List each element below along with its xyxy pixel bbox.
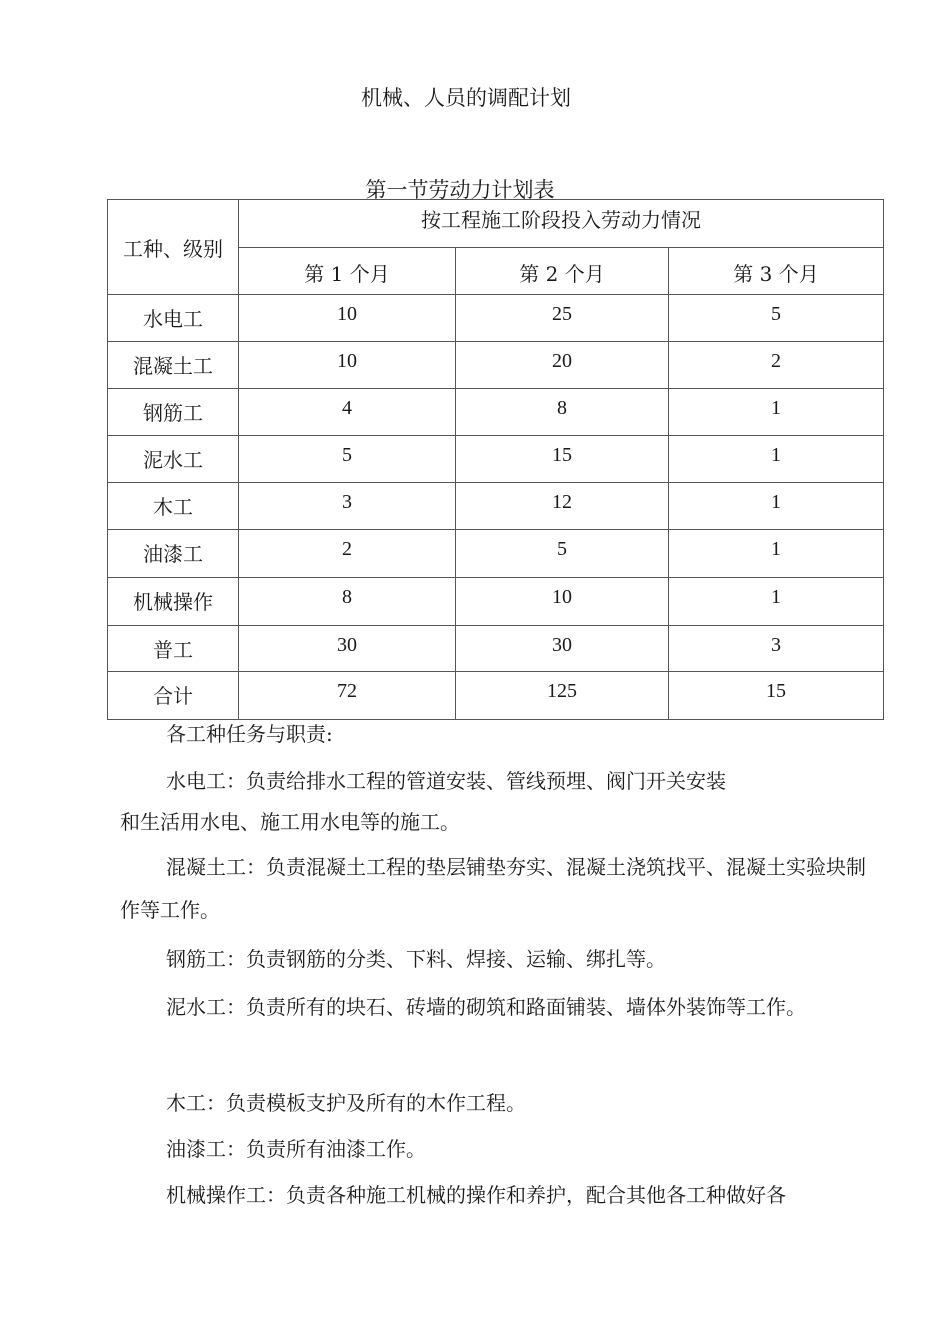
trade-cell [108, 530, 239, 578]
value-text: 8 [557, 397, 567, 419]
month-1-value [239, 436, 456, 483]
month-1-value [239, 530, 456, 578]
month-3-value [669, 578, 884, 626]
month-1-value [239, 483, 456, 530]
value-text: 8 [342, 586, 352, 608]
value-text: 25 [552, 303, 572, 325]
month-3-value [669, 295, 884, 342]
value-text: 1 [771, 444, 782, 466]
table-row [108, 342, 884, 389]
value-text: 2 [342, 538, 352, 560]
month-header-2-text: 第 2 个月 [519, 262, 605, 286]
duties-heading: 各工种任务与职责: [166, 722, 333, 746]
value-text: 1 [771, 586, 782, 608]
table-row [108, 389, 884, 436]
phase-group-header [239, 200, 884, 248]
value-text: 30 [337, 634, 357, 656]
month-header-3-text: 第 3 个月 [733, 262, 819, 286]
document-title: 机械、人员的调配计划 [361, 86, 571, 110]
value-text: 3 [771, 634, 782, 656]
value-text: 5 [557, 538, 567, 560]
value-text: 10 [337, 350, 357, 372]
month-3-value [669, 530, 884, 578]
trade-name: 机械操作 [133, 590, 213, 614]
table-row [108, 626, 884, 672]
duty-carpenter: 木工：负责模板支护及所有的木作工程。 [166, 1091, 526, 1115]
month-2-value [456, 436, 669, 483]
month-2-value [456, 626, 669, 672]
month-1-value [239, 578, 456, 626]
trade-name: 泥水工 [143, 448, 203, 472]
month-3-value [669, 389, 884, 436]
value-text: 1 [771, 491, 782, 513]
table-header-row [108, 200, 884, 248]
month-header-3 [669, 248, 884, 295]
month-2-value [456, 530, 669, 578]
month-1-value [239, 342, 456, 389]
month-3-value [669, 483, 884, 530]
month-2-value [456, 483, 669, 530]
month-2-value [456, 295, 669, 342]
trade-cell [108, 436, 239, 483]
table-row [108, 530, 884, 578]
value-text: 1 [771, 397, 782, 419]
month-2-value [456, 389, 669, 436]
trade-level-header [108, 200, 239, 295]
value-text: 72 [337, 680, 357, 702]
trade-cell [108, 578, 239, 626]
month-3-value [669, 626, 884, 672]
duty-concrete: 混凝土工：负责混凝土工程的垫层铺垫夯实、混凝土浇筑找平、混凝土实验块制作等工作。 [120, 855, 866, 922]
trade-cell [108, 389, 239, 436]
duty-mason: 泥水工：负责所有的块石、砖墙的砌筑和路面铺装、墙体外装饰等工作。 [166, 995, 806, 1019]
month-1-value [239, 295, 456, 342]
trade-name: 合计 [153, 684, 193, 708]
section-title: 第一节劳动力计划表 [365, 178, 555, 202]
month-header-1-text: 第 1 个月 [304, 262, 390, 286]
value-text: 15 [766, 680, 787, 702]
value-text: 12 [552, 491, 572, 513]
month-2-value [456, 342, 669, 389]
table-row [108, 483, 884, 530]
trade-name: 普工 [153, 638, 193, 662]
trade-cell [108, 626, 239, 672]
trade-cell [108, 342, 239, 389]
value-text: 10 [552, 586, 572, 608]
table-row [108, 436, 884, 483]
month-3-value [669, 342, 884, 389]
value-text: 5 [342, 444, 352, 466]
trade-name: 油漆工 [143, 542, 203, 566]
value-text: 3 [342, 491, 352, 513]
value-text: 20 [552, 350, 572, 372]
trade-name: 混凝土工 [133, 354, 213, 378]
month-2-value [456, 578, 669, 626]
value-text: 30 [552, 634, 572, 656]
labor-plan-table [107, 199, 884, 720]
value-text: 125 [547, 680, 577, 702]
value-text: 15 [552, 444, 572, 466]
duty-machine-operator: 机械操作工：负责各种施工机械的操作和养护，配合其他各工种做好各 [166, 1183, 786, 1207]
trade-cell [108, 483, 239, 530]
value-text: 5 [771, 303, 782, 325]
month-header-2 [456, 248, 669, 295]
table-row [108, 578, 884, 626]
month-1-value [239, 626, 456, 672]
table-row [108, 295, 884, 342]
month-header-1 [239, 248, 456, 295]
trade-name: 钢筋工 [143, 401, 203, 425]
duty-rebar: 钢筋工：负责钢筋的分类、下料、焊接、运输、绑扎等。 [166, 947, 666, 971]
value-text: 10 [337, 303, 357, 325]
duty-painter: 油漆工：负责所有油漆工作。 [166, 1137, 426, 1161]
duty-water-electric-line-2: 和生活用水电、施工用水电等的施工。 [120, 810, 460, 834]
trade-name: 木工 [153, 495, 193, 519]
phase-group-header-text: 按工程施工阶段投入劳动力情况 [421, 208, 702, 232]
value-text: 1 [771, 538, 782, 560]
trade-level-header-text: 工种、级别 [123, 236, 223, 261]
trade-cell [108, 295, 239, 342]
month-3-value [669, 436, 884, 483]
value-text: 2 [771, 350, 782, 372]
trade-name: 水电工 [143, 307, 203, 331]
value-text: 4 [342, 397, 352, 419]
month-1-value [239, 389, 456, 436]
duty-water-electric-line-1: 水电工：负责给排水工程的管道安装、管线预埋、阀门开关安装 [166, 769, 726, 793]
